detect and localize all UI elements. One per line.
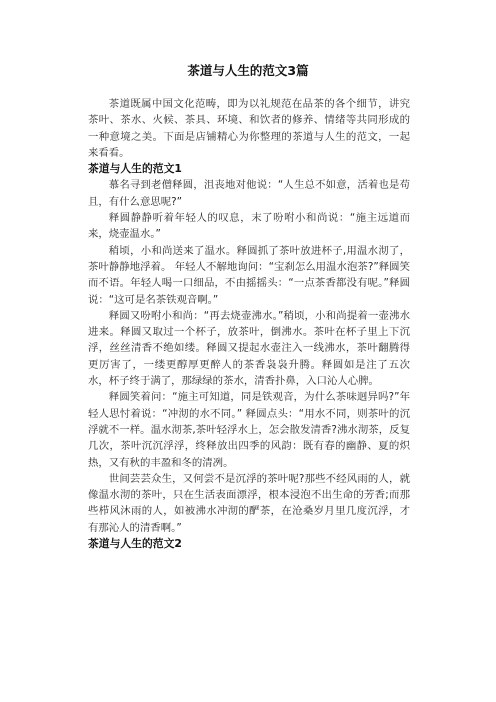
document-body <box>88 96 410 552</box>
body-paragraph: 释圆笑着问：“施主可知道，同是铁观音，为什么茶味迥异吗?”年轻人思忖着说：“冲沏的水不同。” 释圆点头：“用水不同，则茶叶的沉浮就不一样。温水沏茶,茶叶轻浮水上，怎会散发清香?沸水沏茶，反复几次，茶叶沉沉浮浮，终释放出四季的风韵：既有春的幽静、夏的炽热，又有秋的丰盈和冬的清冽。 <box>88 391 410 469</box>
body-paragraph: 释圆静静听着年轻人的叹息，末了吩咐小和尚说：“施主远道而来，烧壶温水。” <box>88 212 410 241</box>
document-title: 茶道与人生的范文3篇 <box>187 63 309 78</box>
section-heading-1: 茶道与人生的范文1 <box>88 162 182 176</box>
body-paragraph: 稍顷，小和尚送来了温水。释圆抓了茶叶放进杯子,用温水沏了，茶叶静静地浮着。 年轻人不解地询问：“宝刹怎么用温水泡茶?”释圆笑而不语。年轻人喝一口细品，不由摇摇头：“一点茶香都没有呢。”释圆说：“这可是名茶铁观音啊。” <box>88 244 410 306</box>
body-paragraph: 世间芸芸众生，又何尝不是沉浮的茶叶呢?那些不经风雨的人，就像温水沏的茶叶，只在生活表面漂浮，根本浸泡不出生命的芳香;而那些栉风沐雨的人，如被沸水冲沏的酽茶，在沧桑岁月里几度沉浮，才有那沁人的清香啊。” <box>88 472 410 534</box>
intro-paragraph: 茶道既属中国文化范畴，即为以礼规范在品茶的各个细节，讲究茶叶、茶水、火候、茶具、环境、和饮者的修养、情绪等共同形成的一种意境之美。下面是店铺精心为你整理的茶道与人生的范文，一起来看看。 <box>88 98 410 159</box>
section-heading-2: 茶道与人生的范文2 <box>88 537 182 551</box>
body-paragraph: 慕名寻到老僧释圆，沮丧地对他说：“人生总不如意，活着也是苟且，有什么意思呢?” <box>88 179 410 208</box>
body-paragraph: 释圆又吩咐小和尚：“再去烧壶沸水。”稍顷，小和尚提着一壶沸水进来。释圆又取过一个杯子，放茶叶，倒沸水。茶叶在杯子里上下沉浮，丝丝清香不绝如缕。释圆又提起水壶注入一线沸水，茶叶翻腾得更厉害了，一缕更醇厚更醉人的茶香袅袅升腾。释圆如是注了五次水，杯子终于满了，那绿绿的茶水，清香扑鼻，入口沁人心脾。 <box>88 309 410 388</box>
